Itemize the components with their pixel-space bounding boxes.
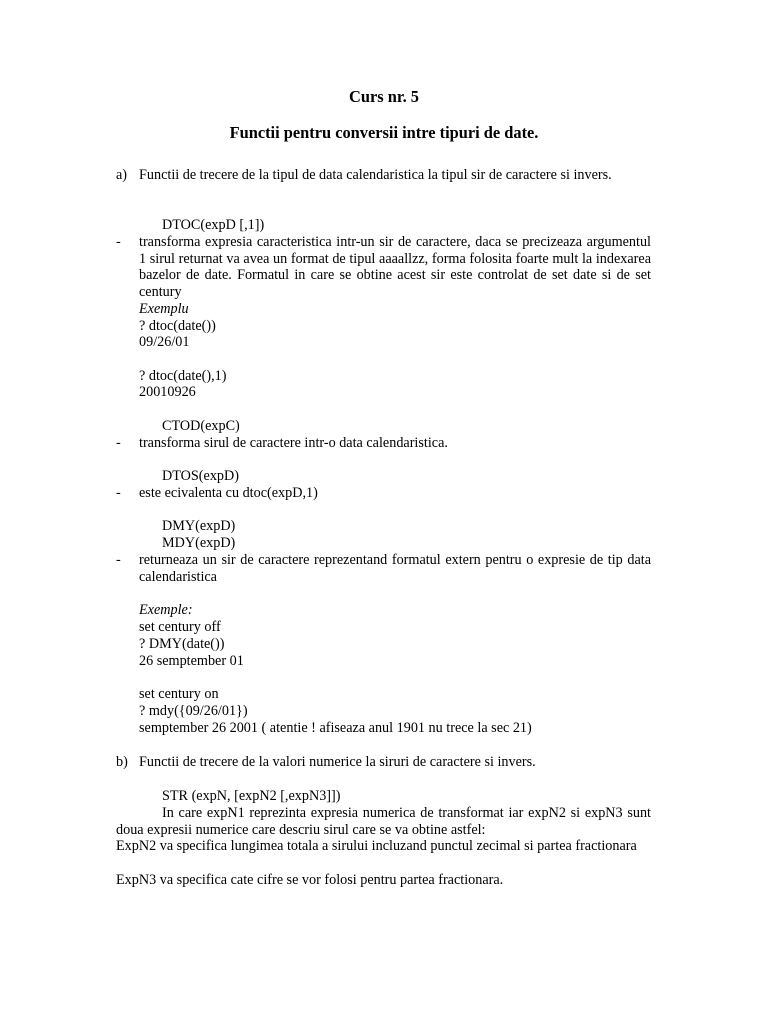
- str-signature: STR (expN, [expN2 [,expN3]]): [162, 788, 341, 804]
- dtos-dash: -: [116, 485, 121, 501]
- page-title: Curs nr. 5: [349, 87, 419, 106]
- dmy-example-line: ? DMY(date()): [139, 636, 225, 652]
- dmy-example-line: ? mdy({09/26/01}): [139, 703, 248, 719]
- dmy-example-label: Exemple:: [139, 602, 193, 618]
- page-subtitle: Functii pentru conversii intre tipuri de date.: [229, 123, 539, 142]
- dtoc-example-label: Exemplu: [139, 301, 189, 317]
- section-b-marker: b): [116, 754, 128, 770]
- dmy-example-line: 26 semptember 01: [139, 653, 244, 669]
- dtoc-example-line: 20010926: [139, 384, 196, 400]
- str-description: In care expN1 reprezinta expresia numerica de transformat iar expN2 si expN3 sunt doua expresii numerice care descriu sirul care se va obtine astfel:: [116, 805, 651, 838]
- mdy-signature: MDY(expD): [162, 535, 236, 551]
- dtos-description: este ecivalenta cu dtoc(expD,1): [139, 485, 318, 501]
- str-expn3-description: ExpN3 va specifica cate cifre se vor folosi pentru partea fractionara.: [116, 872, 504, 888]
- ctod-signature: CTOD(expC): [162, 418, 240, 434]
- dtoc-dash: -: [116, 234, 121, 250]
- dtoc-description: transforma expresia caracteristica intr-un sir de caractere, daca se precizeaza argumentul 1 sirul returnat va avea un format de tipul aaaallzz, forma folosita foarte mult la indexarea bazelor de date. Formatul in care se obtine acest sir este controlat de set date si de set century: [139, 234, 651, 300]
- dmy-description: returneaza un sir de caractere reprezentand formatul extern pentru o expresie de tip data calendaristica: [139, 552, 651, 585]
- dmy-example-line: set century on: [139, 686, 219, 702]
- section-b-heading: Functii de trecere de la valori numerice la siruri de caractere si invers.: [139, 754, 536, 770]
- dtoc-example-line: ? dtoc(date(),1): [139, 368, 227, 384]
- dtoc-signature: DTOC(expD [,1]): [162, 217, 265, 233]
- section-a-marker: a): [116, 167, 128, 183]
- dtoc-example-line: ? dtoc(date()): [139, 318, 216, 334]
- section-a-heading: Functii de trecere de la tipul de data calendaristica la tipul sir de caractere si invers.: [139, 167, 612, 183]
- ctod-dash: -: [116, 435, 121, 451]
- ctod-description: transforma sirul de caractere intr-o data calendaristica.: [139, 435, 448, 451]
- dmy-dash: -: [116, 552, 121, 568]
- dtoc-example-line: 09/26/01: [139, 334, 190, 350]
- dmy-example-line: semptember 26 2001 ( atentie ! afiseaza anul 1901 nu trece la sec 21): [139, 720, 532, 736]
- dmy-example-line: set century off: [139, 619, 221, 635]
- str-expn2-description: ExpN2 va specifica lungimea totala a sirului incluzand punctul zecimal si partea fractionara: [116, 838, 637, 854]
- dtos-signature: DTOS(expD): [162, 468, 239, 484]
- dmy-signature: DMY(expD): [162, 518, 236, 534]
